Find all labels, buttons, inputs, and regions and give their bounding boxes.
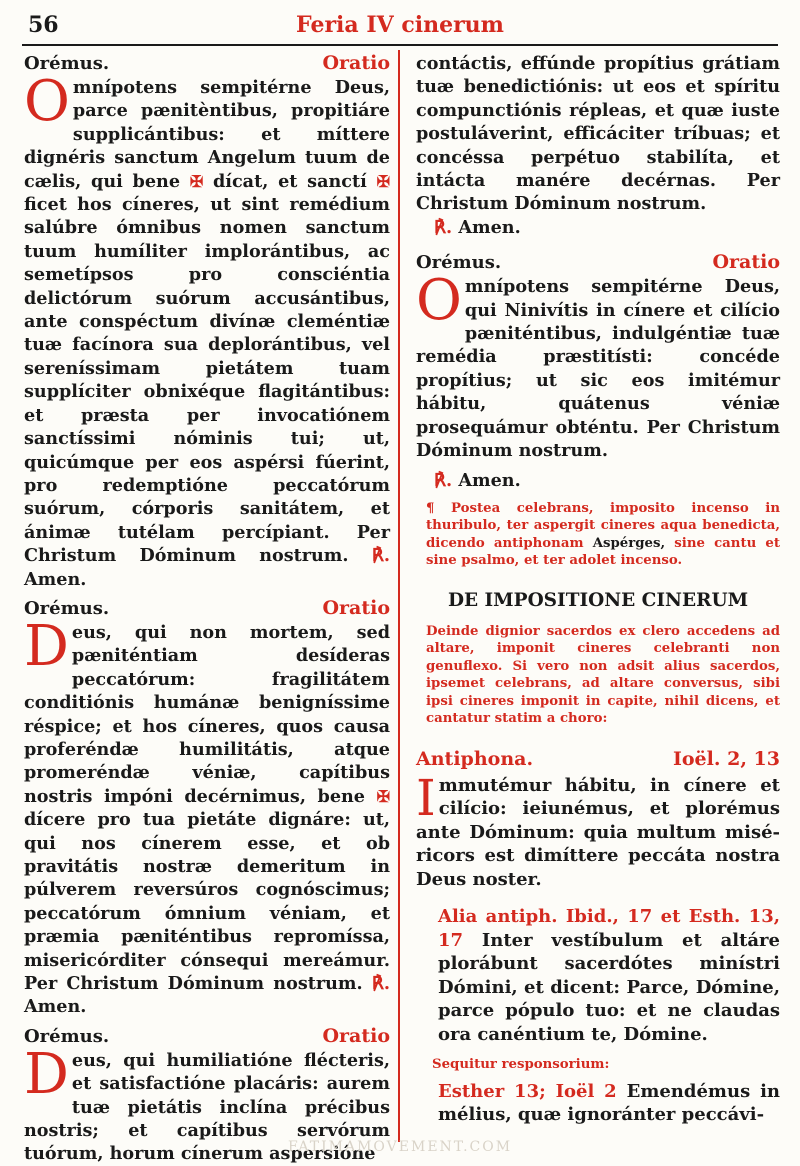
watermark: FATIMAMOVEMENT.COM	[287, 1139, 513, 1155]
drop-cap: O	[24, 69, 70, 134]
responsorium: Esther 13; Ioël 2 Emendémus in mélius, quæ ignoránter peccávi-	[438, 1080, 780, 1126]
running-title: Feria IV cinerum	[296, 12, 504, 38]
prayer-2: Deus, qui non mortem, sed pæniténtiam desíderas peccatórum: fragilitátem conditiónis humánæ benigníssime réspice; et hos cíneres, quos causa proferéndæ humilitátis, atque promeréndæ véniæ, capítibus nostris impóni decérnimus, bene ✠ dícere pro tua pietáte dignáre: ut, qui nos cínerem esse, et ob pravitátis nostræ demeritum in púlverem reversúros cognóscimus; peccatórum ómnium véniam, et præmia pæniténtibus repromíssa, misericórditer cónsequi mereámur. Per Christum Dóminum nostrum. ℟. Amen.	[24, 613, 390, 1018]
prayer-continuation: contáctis, effúnde propítius grátiam tuæ benedictiónis: ut eos et spíritu compunctiónis répleas, et quæ iuste postuláverint, efficáciter tríbuas; et concéssa perpétuo stabilíta, et intácta manére decérnas. Per Christum Dóminum nostrum. ℟. Amen.	[416, 53, 780, 238]
response-symbol: ℟.	[434, 469, 453, 491]
drop-cap: O	[416, 268, 462, 334]
responsorium-reference: Esther 13; Ioël 2	[438, 1080, 617, 1102]
prayer-3: Deus, qui humiliatióne fléсteris, et satisfactióne placáris: aurem tuæ pietátis inclína précibus nostris; et capítibus servórum tuórum, horum cínerum aspersióne	[24, 1041, 390, 1165]
column-divider	[398, 50, 400, 1142]
oremus-label: Orémus.	[24, 1025, 110, 1047]
antiphon-1: Immutémur hábitu, in cínere et cilício: ieiunémus, et plorémus ante Dóminum: quia multum misé-ricors est dimíttere peccáta nostra Deus noster.	[416, 768, 780, 890]
section-title: DE IMPOSITIONE CINERUM	[447, 589, 749, 611]
drop-cap: D	[24, 613, 69, 679]
left-column	[24, 52, 390, 1166]
antiphona-reference: Ioël. 2, 13	[673, 747, 780, 770]
oremus-caption-3	[24, 1025, 390, 1047]
drop-cap: D	[24, 1041, 69, 1107]
oratio-label: Oratio	[322, 596, 390, 619]
page-number: 56	[28, 12, 59, 38]
cross-icon: ✠	[376, 171, 390, 191]
oremus-label: Orémus.	[24, 597, 110, 619]
running-header	[22, 8, 778, 46]
oremus-caption-2	[24, 597, 390, 619]
prayer-1: Omnípotens sempitérne Deus, parce pænitèntibus, propitiáre supplicántibus: et míttere dignéris sanctum Angelum tuum de cælis, qui bene ✠ dícat, et sanctí ✠ ficet hos cíneres, ut sint remédium salúbre ómnibus nomen sanctum tuum humíliter implorántibus, ac semetípsos pro consciéntia delictórum suórum accusántibus, ante conspéctum divínæ cleméntiæ tuæ facínora sua deplorántibus, vel sereníssimam pietátem tuam supplíciter obnixéque flagitántibus: et præsta per invocatiónem sanctíssimi nóminis tui; ut, quicúmque per eos aspérsi fúerint, pro redemptióne peccatórum suórum, córporis sanitátem, et ánimæ tutélam percípiant. Per Christum Dóminum nostrum. ℟. Amen.	[24, 69, 390, 590]
antiphon-2: Alia antiph. Ibid., 17 et Esth. 13, 17 Inter vestíbulum et altáre plorábunt sacerdótes minístri Dómini, et dicent: Parce, Dómine, parce pópulo tuo: et ne claudas ora canéntium te, Dómine.	[438, 906, 780, 1045]
antiphona-heading	[416, 748, 780, 770]
right-column	[416, 52, 780, 1127]
response-symbol: ℟.	[371, 545, 390, 567]
response-symbol: ℟.	[371, 973, 390, 995]
oremus-label: Orémus.	[416, 252, 502, 274]
oratio-label: Oratio	[712, 251, 780, 274]
oremus-caption-1	[24, 52, 390, 74]
oratio-label: Oratio	[322, 52, 390, 74]
response-symbol: ℟.	[434, 216, 453, 238]
sequitur-rubric: Sequitur responsorium:	[432, 1057, 610, 1073]
drop-cap: I	[416, 768, 436, 827]
rubric-1: ¶ Postea celebrans, imposito incenso in thuribulo, ter aspergit cineres aqua benedicta, dicendo antiphonam Aspérges, sine cantu et sine psalmo, et ter adolet incenso.	[426, 500, 781, 569]
oremus-caption-4	[416, 251, 780, 273]
cross-icon: ✠	[376, 786, 390, 806]
response-line: ℟. Amen.	[416, 469, 780, 492]
antiphona-label: Antiphona.	[416, 747, 534, 770]
oremus-label: Orémus.	[24, 53, 110, 74]
antiphon-reference: Alia antiph. Ibid., 17 et Esth. 13, 17	[438, 906, 780, 951]
oratio-label: Oratio	[322, 1024, 390, 1047]
rubric-2: Deinde dignior sacerdos ex clero accedens ad altare, imponit cineres celebranti non genuflexo. Si vero non adsit alius sacerdos, ipsemet celebrans, ad altare conversus, sibi ipsi cineres imponit in capite, nihil dicens, et cantatur statim a choro:	[426, 623, 780, 727]
cross-icon: ✠	[189, 171, 204, 191]
prayer-4: Omnípotens sempitérne Deus, qui Ninivítis in cínere et cilício pæniténtibus, indulgéntiæ tuæ remédia præstitísti: concéde propítius; ut sic eos imitémur hábitu, quátenus véniæ prosequámur obténtu. Per Christum Dóminum nostrum.	[416, 268, 780, 462]
